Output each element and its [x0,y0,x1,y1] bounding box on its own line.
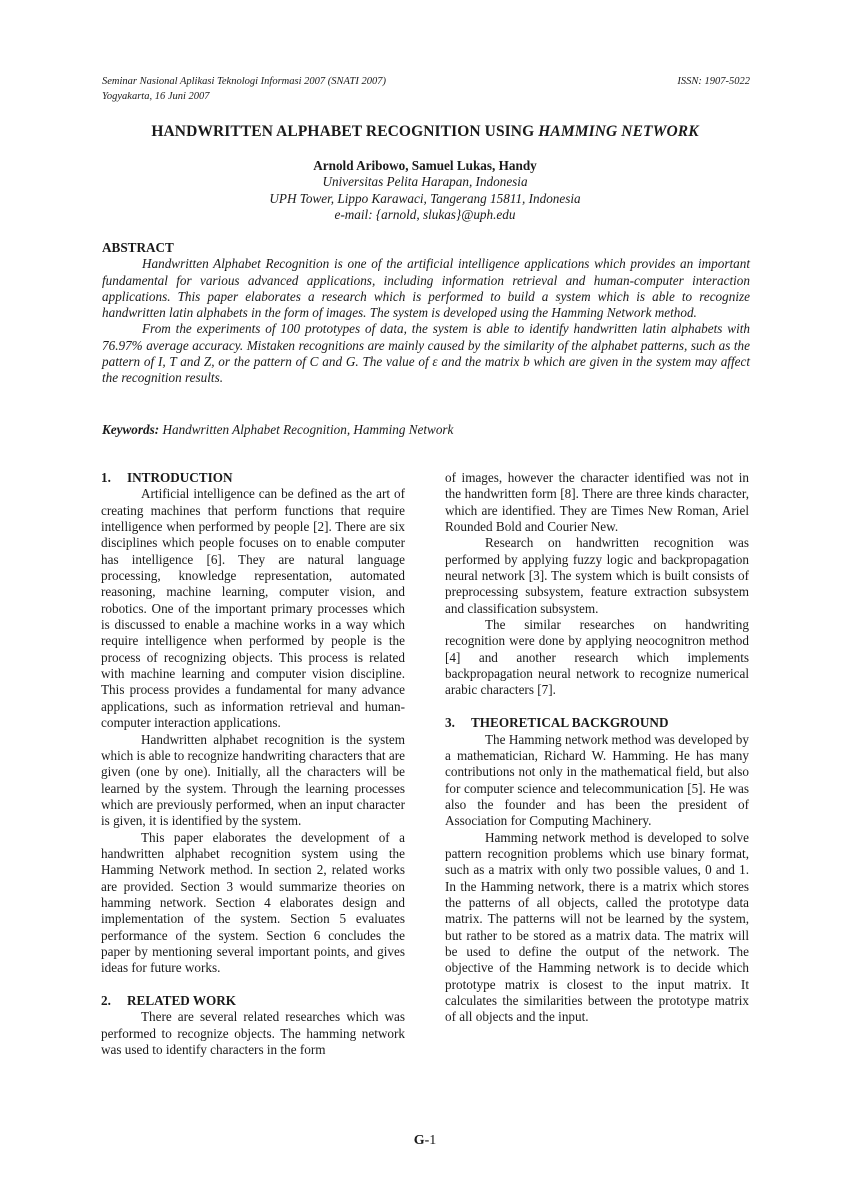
introduction-paragraph-3: This paper elaborates the development of a handwritten alphabet recognition system using the Hamming Network method. In section 2, related works are provided. Section 3 would summarize theories on hamming network. Section 4 elaborates design and implementation of the system. Section 5 evaluates performance of the system. Section 6 concludes the paper by mentioning several important points, and gives ideas for future works. [101,829,405,976]
related-work-paragraph-3: The similar researches on handwriting recognition were done by applying neocognitron method [4] and another research which implements backpropagation neural network to recognize numerical arabic characters [7]. [445,617,749,698]
page-number-value: 1 [429,1133,437,1148]
keywords-line [102,422,750,438]
abstract-paragraph-2: From the experiments of 100 prototypes of data, the system is able to identify handwritten latin alphabets with 76.97% average accuracy. Mistaken recognitions are mainly caused by the similarity of the alphabet patterns, such as the pattern of I, T and Z, or the pattern of C and G. The value of ε and the matrix b which are given in the system may affect the recognition results. [102,321,750,386]
page-number-prefix: G- [413,1133,430,1148]
section-heading-related-work [101,993,405,1009]
issn-label: ISSN: 1907-5022 [677,76,750,87]
section-spacer [101,977,405,993]
introduction-paragraph-1: Artificial intelligence can be defined as the art of creating machines that perform functions that require intelligence when performed by people [2]. There are six disciplines which people focuses on to enable computer has intelligence [6]. They are natural language processing, knowledge representation, automated reasoning, machine learning, computer vision, and robotics. One of the important primary processes which is discussed to enable a machine works in a way which require intelligence when performed by people is the process of recognizing objects. This process is related with machine learning and computer vision discipline. This process provides a fundamental for many advance applications, such as information retrieval and human-computer interaction applications. [101,486,405,731]
page-number [0,1133,850,1149]
related-work-paragraph-1-continued: of images, however the character identified was not in the handwritten form [8]. There are three kinds character, which are identified. They are Times New Roman, Ariel Rounded Bold and Courier New. [445,470,749,535]
section-number: 1. [101,470,111,485]
title-italic: HAMMING NETWORK [538,123,699,140]
related-work-paragraph-1: There are several related researches which was performed to recognize objects. The hamming network was used to identify characters in the form [101,1009,405,1058]
section-number: 3. [445,715,455,731]
related-work-paragraph-2: Research on handwritten recognition was performed by applying fuzzy logic and backpropagation neural network [3]. The system which is built consists of preprocessing subsystem, feature extraction subsystem and classification subsystem. [445,535,749,616]
author-names: Arnold Aribowo, Samuel Lukas, Handy [313,158,537,173]
section-number: 2. [101,993,111,1008]
abstract-heading: ABSTRACT [102,240,174,255]
introduction-paragraph-2: Handwritten alphabet recognition is the system which is able to recognize handwriting characters that are given (one by one). Initially, all the characters will be learned by the system. Through the learning processes which are previously performed, when an input character is given, it is identified by the system. [101,731,405,829]
theory-paragraph-1: The Hamming network method was developed by a mathematician, Richard W. Hamming. He has many contributions not only in the mathematical field, but also for computer science and telecommunication [5]. He was also the founder and has been the president of Association for Computing Machinery. [445,731,749,829]
section-spacer [445,699,749,715]
author-block [100,158,750,223]
section-title: INTRODUCTION [127,470,233,485]
keywords-label: Keywords: [102,422,160,437]
author-affiliation: Universitas Pelita Harapan, Indonesia [322,174,528,190]
conference-name: Seminar Nasional Aplikasi Teknologi Informasi 2007 (SNATI 2007) [102,76,386,87]
author-address: UPH Tower, Lippo Karawaci, Tangerang 15811, Indonesia [269,190,581,206]
author-email: e-mail: {arnold, slukas}@uph.edu [334,206,516,222]
conference-place-date: Yogyakarta, 16 Juni 2007 [102,91,210,102]
section-heading-theoretical-background [445,715,749,731]
paper-title [100,123,750,141]
abstract-section [102,240,750,387]
section-title: THEORETICAL BACKGROUND [471,715,669,731]
section-title: RELATED WORK [127,993,237,1008]
running-header-left [102,74,386,104]
abstract-paragraph-1: Handwritten Alphabet Recognition is one of the artificial intelligence applications which provides an important fundamental for various advanced applications, including information retrieval and human-computer interaction applications. This paper elaborates a research which is performed to build a system which is able to recognize handwritten latin alphabets in the form of images. The system is developed using the Hamming Network method. [102,256,750,321]
theory-paragraph-2: Hamming network method is developed to solve pattern recognition problems which use binary format, such as a matrix with only two possible values, 0 and 1. In the Hamming network, there is a matrix which stores the patterns of all objects, called the prototype data matrix. The patterns will not be learned by the system, but rather to be stored as a matrix data. The matrix will be used to define the output of the network. The objective of the Hamming network is to decide which prototype matrix is closest to the input matrix. It calculates the similarities between the prototype matrix of all objects and the input. [445,829,749,1025]
keywords-text: Handwritten Alphabet Recognition, Hamming Network [162,422,454,437]
right-column [445,470,749,1026]
title-main: HANDWRITTEN ALPHABET RECOGNITION USING [151,123,539,140]
left-column [101,470,405,1058]
section-heading-introduction [101,470,405,486]
